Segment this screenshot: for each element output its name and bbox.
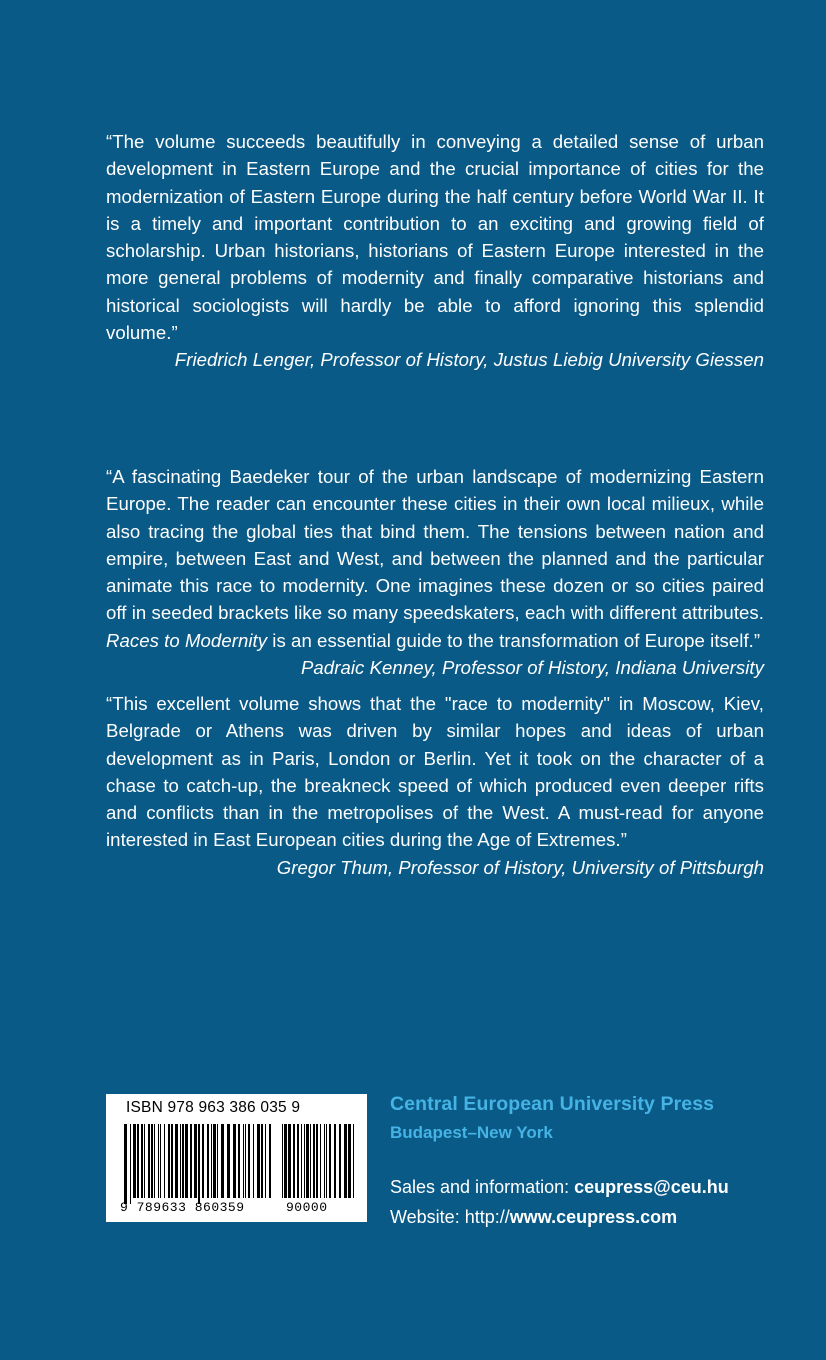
sales-line bbox=[390, 1172, 729, 1202]
barcode-main-digits: 9 789633 860359 bbox=[120, 1200, 245, 1215]
review-quote-1 bbox=[106, 128, 764, 374]
barcode-addon-digits: 90000 bbox=[286, 1200, 328, 1215]
publisher-city: Budapest–New York bbox=[390, 1123, 553, 1142]
quote-attribution: Padraic Kenney, Professor of History, Indiana University bbox=[300, 657, 764, 679]
website-line bbox=[390, 1202, 729, 1232]
quote-attribution: Gregor Thum, Professor of History, University of Pittsburgh bbox=[276, 856, 764, 878]
publisher-name: Central European University Press bbox=[390, 1093, 715, 1115]
website-url[interactable]: www.ceupress.com bbox=[509, 1207, 678, 1227]
quote-text: “The volume succeeds beautifully in conveying a detailed sense of urban development in Eastern Europe and the crucial importance of cities for the modernization of Eastern Europe during the half century before World War II. It is a timely and important contribution to an exciting and growing field of scholarship. Urban historians, historians of Eastern Europe interested in the more general problems of modernity and finally comparative historians and historical sociologists will hardly be able to afford ignoring this splendid volume.” bbox=[106, 131, 764, 344]
review-quote-2 bbox=[106, 463, 764, 681]
quote-attribution: Friedrich Lenger, Professor of History, Justus Liebig University Giessen bbox=[174, 349, 764, 371]
publisher-block bbox=[390, 1090, 790, 1148]
sales-label: Sales and information: bbox=[390, 1177, 575, 1197]
book-title: Races to Modernity bbox=[106, 629, 268, 651]
quote-text: “This excellent volume shows that the "race to modernity" in Moscow, Kiev, Belgrade or Athens was driven by similar hopes and ideas of urban development as in Paris, London or Berlin. Yet it took on the character of a chase to catch-up, the breakneck speed of which produced even deeper rifts and conflicts than in the metropolises of the West. A must-read for anyone interested in East European cities during the Age of Extremes.” bbox=[106, 693, 764, 851]
quote-text-before: “A fascinating Baedeker tour of the urban landscape of modernizing Eastern Europe. The reader can encounter these cities in their own local milieux, while also tracing the global ties that bind them. The tensions between nation and empire, between East and West, and between the planned and the particular animate this race to modernity. One imagines these dozen or so cities paired off in seeded brackets like so many speedskaters, each with different attributes. bbox=[106, 466, 764, 624]
quote-text-after: is an essential guide to the transformation of Europe itself.” bbox=[267, 629, 761, 651]
isbn-barcode bbox=[106, 1094, 367, 1222]
isbn-label: ISBN 978 963 386 035 9 bbox=[126, 1099, 301, 1116]
sales-email[interactable]: ceupress@ceu.hu bbox=[574, 1177, 729, 1197]
review-quote-3 bbox=[106, 690, 764, 881]
quote-text bbox=[106, 463, 764, 654]
contact-block bbox=[390, 1172, 729, 1232]
website-label: Website: http:// bbox=[390, 1207, 510, 1227]
